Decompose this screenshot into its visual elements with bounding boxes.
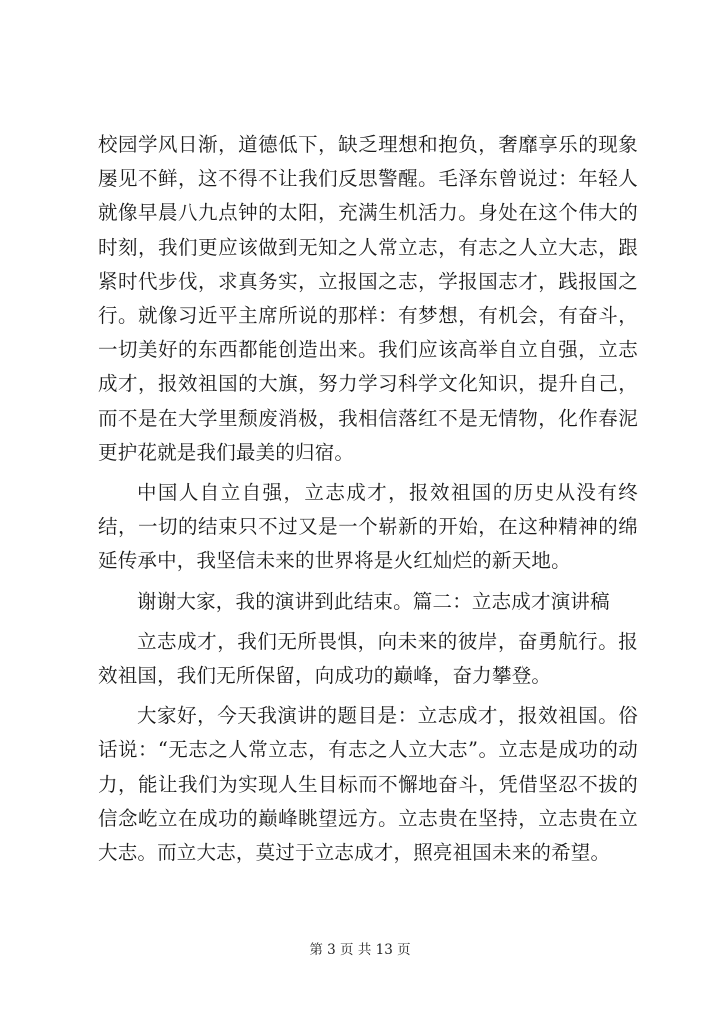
paragraph-5: 大家好，今天我演讲的题目是：立志成才，报效祖国。俗话说：“无志之人常立志，有志之人立大志”。立志是成功的动力，能让我们为实现人生目标而不懈地奋斗，凭借坚忍不拔的信念屹立在成功的巅峰眺望远方。立志贵在坚持，立志贵在立大志。而立大志，莫过于立志成才，照亮祖国未来的希望。 xyxy=(98,704,638,865)
page-footer xyxy=(0,938,720,958)
body-text xyxy=(98,128,638,876)
paragraph-4: 立志成才，我们无所畏惧，向未来的彼岸，奋勇航行。报效祖国，我们无所保留，向成功的巅峰，奋力攀登。 xyxy=(98,629,638,688)
paragraph-2: 中国人自立自强，立志成才，报效祖国的历史从没有终结，一切的结束只不过又是一个崭新的开始，在这种精神的绵延传承中，我坚信未来的世界将是火红灿烂的新天地。 xyxy=(98,481,638,573)
page-number-label: 第 3 页 共 13 页 xyxy=(309,942,411,958)
paragraph-3: 谢谢大家，我的演讲到此结束。篇二：立志成才演讲稿 xyxy=(137,589,610,613)
paragraph-1: 校园学风日渐，道德低下，缺乏理想和抱负，奢靡享乐的现象屡见不鲜，这不得不让我们反思警醒。毛泽东曾说过：年轻人就像早晨八九点钟的太阳，充满生机活力。身处在这个伟大的时刻，我们更应该做到无知之人常立志，有志之人立大志，跟紧时代步伐，求真务实，立报国之志，学报国志才，践报国之行。就像习近平主席所说的那样：有梦想，有机会，有奋斗，一切美好的东西都能创造出来。我们应该高举自立自强，立志成才，报效祖国的大旗，努力学习科学文化知识，提升自己，而不是在大学里颓废消极，我相信落红不是无情物，化作春泥更护花就是我们最美的归宿。 xyxy=(98,133,638,464)
